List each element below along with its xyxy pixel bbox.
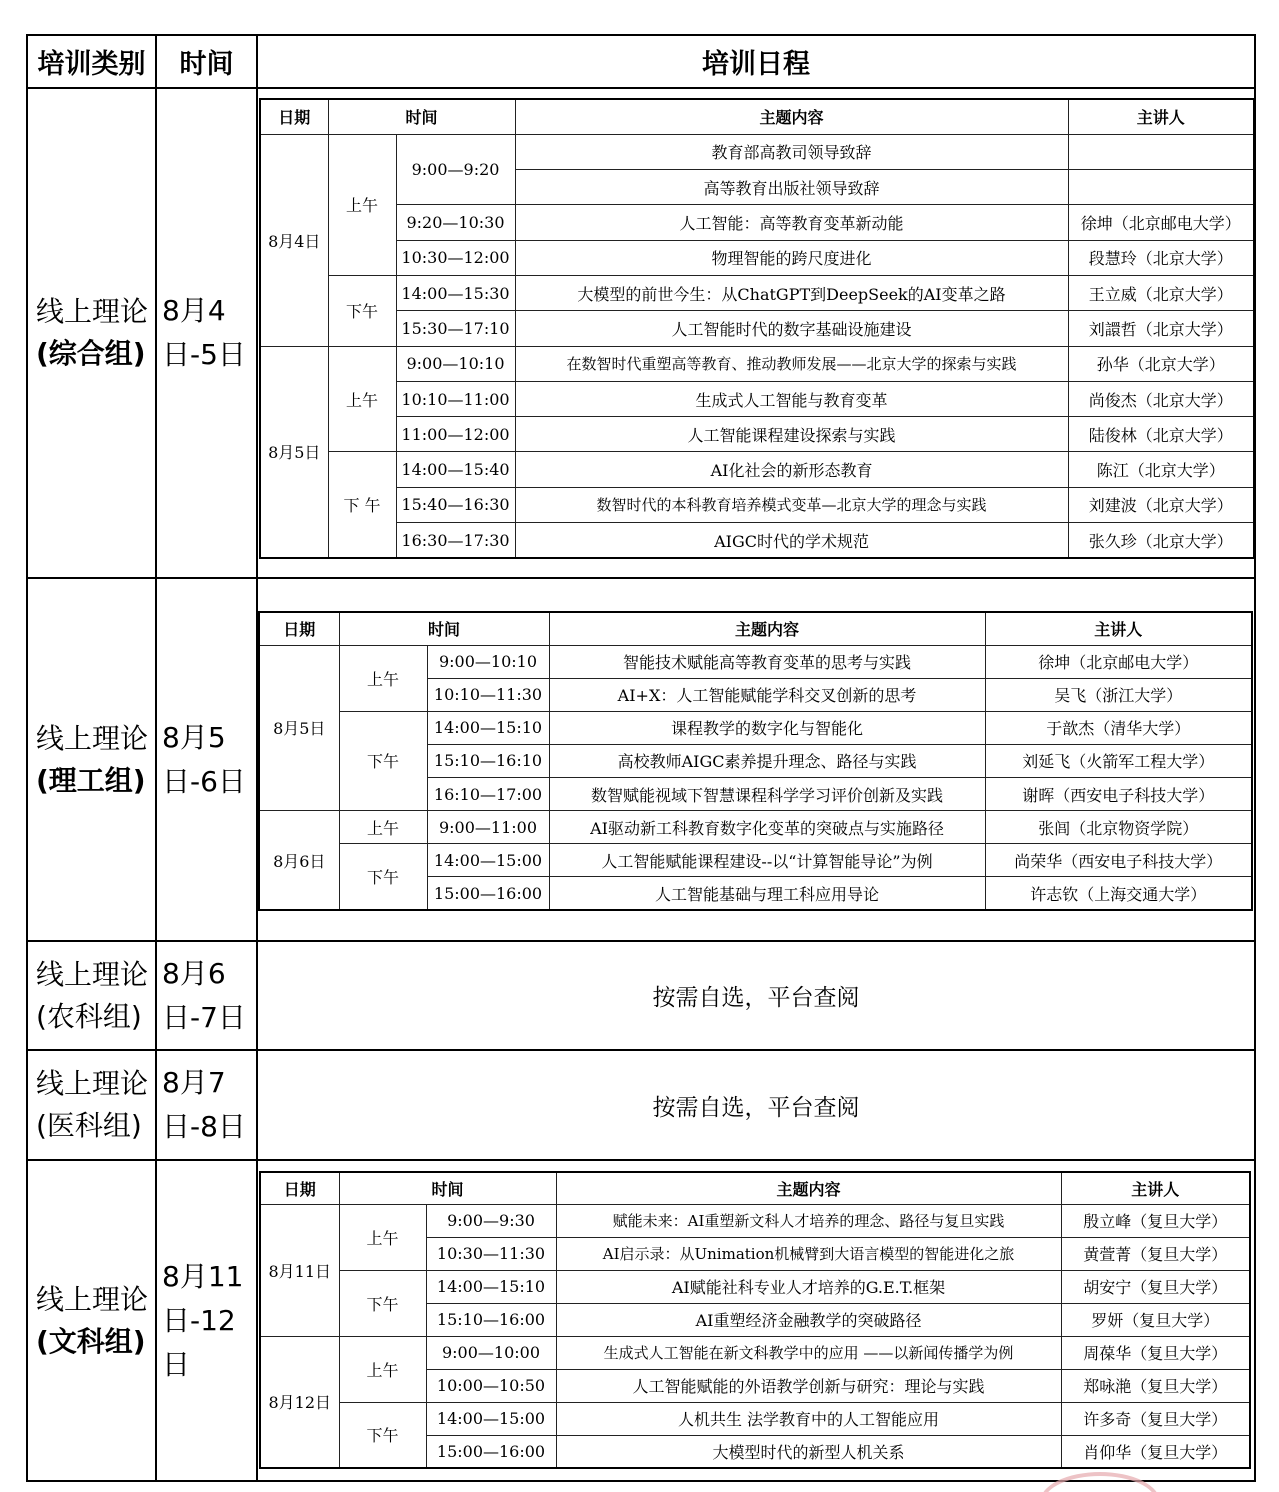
half-day-cell: 上午 <box>339 811 427 844</box>
time-cell: 14:00—15:00 <box>426 1402 556 1435</box>
time-cell: 10:10—11:00 <box>396 381 515 416</box>
speaker-cell <box>1068 170 1254 205</box>
time-cell: 10:00—10:50 <box>426 1369 556 1402</box>
speaker-cell: 段慧玲（北京大学） <box>1068 240 1254 275</box>
topic-cell: 数智赋能视域下智慧课程科学学习评价创新及实践 <box>549 778 985 811</box>
topic-cell: 物理智能的跨尺度进化 <box>515 240 1068 275</box>
speaker-cell: 胡安宁（复旦大学） <box>1061 1270 1250 1303</box>
col-header-time: 时间 <box>339 1172 556 1204</box>
time-cell: 16:30—17:30 <box>396 523 515 558</box>
speaker-cell <box>1068 134 1254 169</box>
half-day-cell: 下午 <box>339 1270 426 1336</box>
col-header-speaker: 主讲人 <box>1061 1172 1250 1204</box>
speaker-cell: 陆俊林（北京大学） <box>1068 417 1254 452</box>
time-cell: 9:00—9:20 <box>396 134 515 205</box>
speaker-cell: 周葆华（复旦大学） <box>1061 1336 1250 1369</box>
date-cell: 8月6日 <box>259 811 339 910</box>
time-cell: 14:00—15:30 <box>396 275 515 310</box>
time-cell: 9:00—11:00 <box>427 811 549 844</box>
topic-cell: AI驱动新工科教育数字化变革的突破点与实施路径 <box>549 811 985 844</box>
time-cell: 15:00—16:00 <box>426 1435 556 1468</box>
topic-cell: AI重塑经济金融教学的突破路径 <box>556 1303 1061 1336</box>
topic-cell: 大模型的前世今生：从ChatGPT到DeepSeek的AI变革之路 <box>515 275 1068 310</box>
time-cell: 15:00—16:00 <box>427 877 549 910</box>
topic-cell: 在数智时代重塑高等教育、推动教师发展——北京大学的探索与实践 <box>515 346 1068 381</box>
speaker-cell: 肖仰华（复旦大学） <box>1061 1435 1250 1468</box>
topic-cell: 人工智能赋能课程建设--以“计算智能导论”为例 <box>549 844 985 877</box>
date-range-line: 日-6日 <box>162 764 246 798</box>
date-range-cell <box>157 942 256 1049</box>
self-select-note: 按需自选，平台查阅 <box>652 985 860 1011</box>
time-cell: 14:00—15:10 <box>426 1270 556 1303</box>
topic-cell: 课程教学的数字化与智能化 <box>549 711 985 744</box>
time-cell: 9:00—10:10 <box>396 346 515 381</box>
col-header-speaker: 主讲人 <box>985 612 1252 645</box>
speaker-cell: 刘譞哲（北京大学） <box>1068 311 1254 346</box>
category-name: 线上理论 <box>36 295 149 328</box>
col-header-time: 时间 <box>328 99 515 134</box>
date-range-line: 8月6 <box>162 956 226 990</box>
schedule-table-engineering <box>258 611 1253 911</box>
date-range-line: 8月5 <box>162 720 226 754</box>
speaker-cell: 张久珍（北京大学） <box>1068 523 1254 558</box>
time-cell: 10:30—12:00 <box>396 240 515 275</box>
date-cell: 8月5日 <box>260 346 328 558</box>
time-cell: 10:30—11:30 <box>426 1237 556 1270</box>
speaker-cell: 尚俊杰（北京大学） <box>1068 381 1254 416</box>
topic-cell: AI启示录：从Unimation机械臂到大语言模型的智能进化之旅 <box>556 1237 1061 1270</box>
half-day-cell: 上午 <box>339 1336 426 1402</box>
date-range-line: 日-8日 <box>162 1110 246 1143</box>
category-cell-liberal-arts <box>28 1161 155 1480</box>
time-cell: 14:00—15:00 <box>427 844 549 877</box>
topic-cell: 生成式人工智能在新文科教学中的应用 ——以新闻传播学为例 <box>556 1336 1061 1369</box>
topic-cell: 教育部高教司领导致辞 <box>515 134 1068 169</box>
speaker-cell: 许志钦（上海交通大学） <box>985 877 1252 910</box>
speaker-cell: 黄萱菁（复旦大学） <box>1061 1237 1250 1270</box>
speaker-cell: 王立威（北京大学） <box>1068 275 1254 310</box>
topic-cell: 数智时代的本科教育培养模式变革—北京大学的理念与实践 <box>515 487 1068 522</box>
half-day-cell: 下 午 <box>328 452 396 558</box>
date-range-line: 8月7 <box>162 1066 226 1099</box>
category-cell-engineering <box>28 579 155 940</box>
speaker-cell: 张闾（北京物资学院） <box>985 811 1252 844</box>
category-group: (理工组) <box>36 763 146 797</box>
self-select-note: 按需自选，平台查阅 <box>652 1094 860 1121</box>
speaker-cell: 吴飞（浙江大学） <box>985 678 1252 711</box>
half-day-cell: 上午 <box>328 134 396 275</box>
header-category: 培训类别 <box>37 49 146 80</box>
date-range-line: 8月11 <box>162 1259 244 1293</box>
category-group: (综合组) <box>36 337 146 370</box>
category-group: (农科组) <box>36 999 142 1033</box>
col-header-topic: 主题内容 <box>556 1172 1061 1204</box>
speaker-cell: 徐坤（北京邮电大学） <box>985 645 1252 678</box>
category-cell-medicine <box>28 1051 155 1159</box>
topic-cell: 人工智能基础与理工科应用导论 <box>549 877 985 910</box>
date-range-cell <box>157 1051 256 1159</box>
col-header-topic: 主题内容 <box>549 612 985 645</box>
topic-cell: AI赋能社科专业人才培养的G.E.T.框架 <box>556 1270 1061 1303</box>
speaker-cell: 陈江（北京大学） <box>1068 452 1254 487</box>
topic-cell: AIGC时代的学术规范 <box>515 523 1068 558</box>
topic-cell: 人工智能赋能的外语教学创新与研究：理论与实践 <box>556 1369 1061 1402</box>
col-header-date: 日期 <box>260 99 328 134</box>
half-day-cell: 上午 <box>328 346 396 452</box>
topic-cell: 高等教育出版社领导致辞 <box>515 170 1068 205</box>
col-header-topic: 主题内容 <box>515 99 1068 134</box>
category-cell-agriculture <box>28 942 155 1049</box>
date-range-cell <box>157 89 256 577</box>
category-group: (文科组) <box>36 1324 146 1358</box>
speaker-cell: 许多奇（复旦大学） <box>1061 1402 1250 1435</box>
col-header-date: 日期 <box>260 1172 339 1204</box>
half-day-cell: 上午 <box>339 645 427 711</box>
date-range-cell <box>157 1161 256 1480</box>
time-cell: 9:00—10:00 <box>426 1336 556 1369</box>
speaker-cell: 殷立峰（复旦大学） <box>1061 1204 1250 1237</box>
category-group: (医科组) <box>36 1109 142 1142</box>
speaker-cell: 尚荣华（西安电子科技大学） <box>985 844 1252 877</box>
topic-cell: AI+X：人工智能赋能学科交叉创新的思考 <box>549 678 985 711</box>
half-day-cell: 下午 <box>339 711 427 810</box>
date-range-line: 8月4 <box>162 294 226 327</box>
schedule-table-liberal-arts <box>259 1171 1251 1469</box>
date-cell: 8月12日 <box>260 1336 339 1468</box>
date-range-cell <box>157 579 256 940</box>
topic-cell: 智能技术赋能高等教育变革的思考与实践 <box>549 645 985 678</box>
schedule-table-comprehensive <box>259 98 1255 559</box>
time-cell: 9:20—10:30 <box>396 205 515 240</box>
date-cell: 8月4日 <box>260 134 328 346</box>
time-cell: 15:30—17:10 <box>396 311 515 346</box>
topic-cell: AI化社会的新形态教育 <box>515 452 1068 487</box>
time-cell: 11:00—12:00 <box>396 417 515 452</box>
speaker-cell: 郑咏滟（复旦大学） <box>1061 1369 1250 1402</box>
speaker-cell: 谢晖（西安电子科技大学） <box>985 778 1252 811</box>
topic-cell: 人机共生 法学教育中的人工智能应用 <box>556 1402 1061 1435</box>
half-day-cell: 下午 <box>339 844 427 910</box>
topic-cell: 高校教师AIGC素养提升理念、路径与实践 <box>549 744 985 777</box>
speaker-cell: 徐坤（北京邮电大学） <box>1068 205 1254 240</box>
time-cell: 15:10—16:00 <box>426 1303 556 1336</box>
category-name: 线上理论 <box>36 721 149 755</box>
category-name: 线上理论 <box>36 957 149 991</box>
date-cell: 8月11日 <box>260 1204 339 1336</box>
topic-cell: 人工智能时代的数字基础设施建设 <box>515 311 1068 346</box>
topic-cell: 人工智能：高等教育变革新动能 <box>515 205 1068 240</box>
half-day-cell: 上午 <box>339 1204 426 1270</box>
time-cell: 10:10—11:30 <box>427 678 549 711</box>
time-cell: 14:00—15:40 <box>396 452 515 487</box>
time-cell: 15:10—16:10 <box>427 744 549 777</box>
time-cell: 14:00—15:10 <box>427 711 549 744</box>
time-cell: 16:10—17:00 <box>427 778 549 811</box>
category-name: 线上理论 <box>36 1282 149 1316</box>
category-cell-comprehensive <box>28 89 155 577</box>
speaker-cell: 罗妍（复旦大学） <box>1061 1303 1250 1336</box>
header-time: 时间 <box>179 49 234 80</box>
topic-cell: 生成式人工智能与教育变革 <box>515 381 1068 416</box>
time-cell: 9:00—9:30 <box>426 1204 556 1237</box>
header-schedule: 培训日程 <box>702 49 810 80</box>
speaker-cell: 刘建波（北京大学） <box>1068 487 1254 522</box>
half-day-cell: 下午 <box>339 1402 426 1468</box>
category-name: 线上理论 <box>36 1067 149 1100</box>
time-cell: 15:40—16:30 <box>396 487 515 522</box>
speaker-cell: 刘延飞（火箭军工程大学） <box>985 744 1252 777</box>
time-cell: 9:00—10:10 <box>427 645 549 678</box>
speaker-cell: 于歆杰（清华大学） <box>985 711 1252 744</box>
date-range-line: 日-12 <box>162 1303 236 1337</box>
topic-cell: 赋能未来：AI重塑新文科人才培养的理念、路径与复旦实践 <box>556 1204 1061 1237</box>
col-header-date: 日期 <box>259 612 339 645</box>
half-day-cell: 下午 <box>328 275 396 346</box>
date-cell: 8月5日 <box>259 645 339 811</box>
col-header-time: 时间 <box>339 612 549 645</box>
col-header-speaker: 主讲人 <box>1068 99 1254 134</box>
date-range-line: 日 <box>162 1347 191 1381</box>
date-range-line: 日-7日 <box>162 1000 246 1034</box>
topic-cell: 大模型时代的新型人机关系 <box>556 1435 1061 1468</box>
date-range-line: 日-5日 <box>162 338 246 371</box>
speaker-cell: 孙华（北京大学） <box>1068 346 1254 381</box>
topic-cell: 人工智能课程建设探索与实践 <box>515 417 1068 452</box>
